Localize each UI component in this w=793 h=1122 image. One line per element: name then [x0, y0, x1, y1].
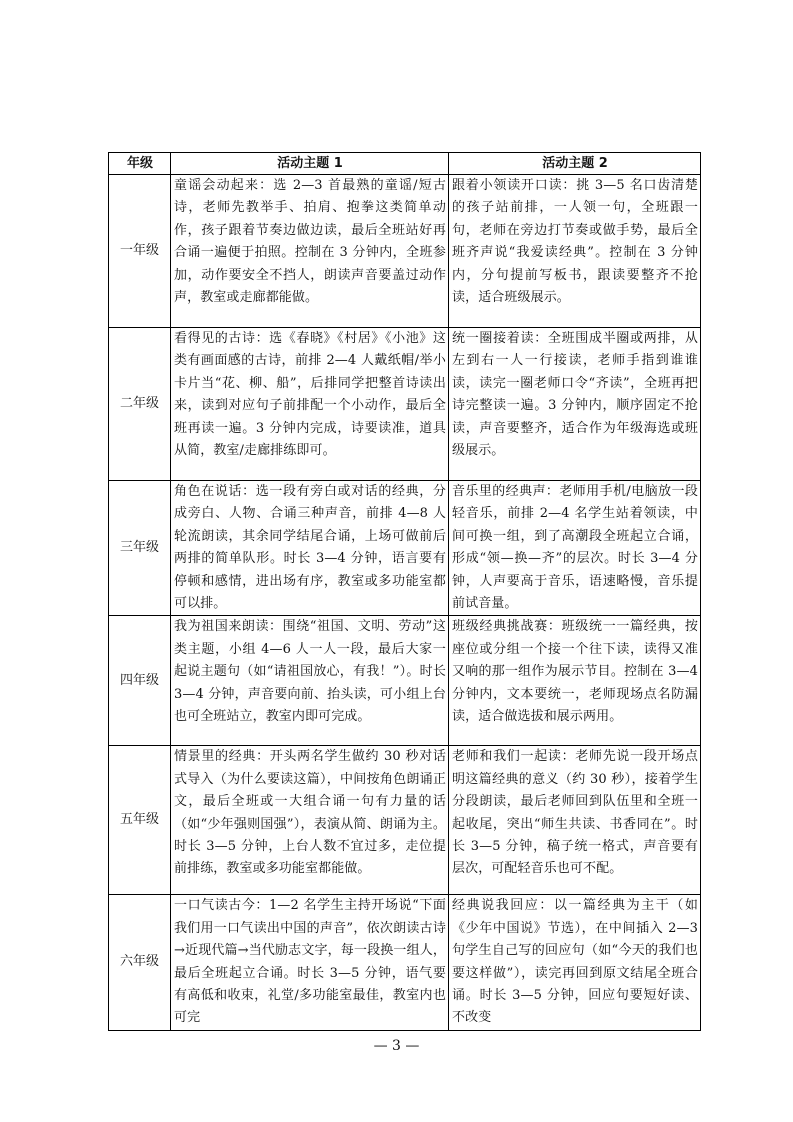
theme-1-cell	[171, 616, 449, 746]
theme-1-text: 情景里的经典：开头两名学生做约 30 秒对话式导入（为什么要读这篇），中间按角色朗诵正文，最后全班或一大组合诵一句有力量的话（如“少年强则国强”），表演从简、朗诵为主。时长 3—5 分钟，上台人数不宜过多，走位提前排练，教室或多功能室都能做。	[174, 749, 446, 877]
header-theme-1: 活动主题 1	[171, 153, 449, 175]
grade-cell: 五年级	[109, 746, 171, 895]
theme-2-cell	[449, 328, 701, 481]
theme-2-text: 统一圈接着读：全班围成半圈或两排，从左到右一人一行接读，老师手指到谁谁读，读完一圈老师口令“齐读”，全班再把诗完整读一遍。3 分钟内，顺序固定不抢读，声音要整齐，适合作为年级海选或班级展示。	[452, 331, 698, 459]
table-row	[109, 746, 701, 895]
table-row	[109, 895, 701, 1030]
theme-2-text: 班级经典挑战赛：班级统一一篇经典，按座位或分组一个接一个往下读，读得又准又响的那一组作为展示节目。控制在 3—4 分钟内，文本要统一，老师现场点名防漏读，适合做选拔和展示两用。	[452, 619, 698, 725]
theme-2-cell	[449, 746, 701, 895]
page-number: — 3 —	[373, 1038, 420, 1054]
grade-cell: 一年级	[109, 175, 171, 328]
table-header-row	[109, 153, 701, 175]
theme-1-text: 看得见的古诗：选《春晓》《村居》《小池》这类有画面感的古诗，前排 2—4 人戴纸帽/举小卡片当“花、柳、船”，后排同学把整首诗读出来，读到对应句子前排配一个小动作，最后全班再读一遍。3 分钟内完成，诗要读准，道具从简，教室/走廊排练即可。	[174, 331, 446, 459]
theme-1-cell	[171, 481, 449, 616]
grade-cell: 二年级	[109, 328, 171, 481]
theme-2-cell	[449, 481, 701, 616]
table-row	[109, 481, 701, 616]
theme-2-text: 音乐里的经典声：老师用手机/电脑放一段轻音乐，前排 2—4 名学生站着领读，中间可换一组，到了高潮段全班起立合诵，形成“领—换—齐”的层次。时长 3—4 分钟，人声要高于音乐，语速略慢，音乐提前试音量。	[452, 484, 698, 612]
header-theme-2: 活动主题 2	[449, 153, 701, 175]
theme-1-text: 我为祖国来朗读：围绕“祖国、文明、劳动”这类主题，小组 4—6 人一人一段，最后大家一起说主题句（如“请祖国放心，有我！”）。时长 3—4 分钟，声音要向前、抬头读，可小组上台也可全班站立，教室内即可完成。	[174, 619, 446, 725]
grade-cell: 六年级	[109, 895, 171, 1030]
table-row	[109, 175, 701, 328]
activity-table	[108, 152, 701, 1031]
theme-2-cell	[449, 175, 701, 328]
grade-cell: 四年级	[109, 616, 171, 746]
theme-2-cell	[449, 616, 701, 746]
theme-1-text: 童谣会动起来：选 2—3 首最熟的童谣/短古诗，老师先教举手、拍肩、抱拳这类简单动作，孩子跟着节奏边做边读，最后全班站好再合诵一遍便于拍照。控制在 3 分钟内，全班参加，动作要安全不挡人，朗读声音要盖过动作声，教室或走廊都能做。	[174, 178, 446, 306]
header-grade: 年级	[109, 153, 171, 175]
grade-cell: 三年级	[109, 481, 171, 616]
theme-2-cell	[449, 895, 701, 1030]
theme-1-cell	[171, 328, 449, 481]
theme-1-cell	[171, 175, 449, 328]
theme-1-cell	[171, 895, 449, 1030]
theme-2-text: 跟着小领读开口读：挑 3—5 名口齿清楚的孩子站前排，一人领一句，全班跟一句，老师在旁边打节奏或做手势，最后全班齐声说“我爱读经典”。控制在 3 分钟内，分句提前写板书，跟读要整齐不抢读，适合班级展示。	[452, 178, 698, 306]
theme-1-text: 一口气读古今：1—2 名学生主持开场说“下面我们用一口气读出中国的声音”，依次朗读古诗→近现代篇→当代励志文字，每一段换一组人，最后全班起立合诵。时长 3—5 分钟，语气要有高低和收束，礼堂/多功能室最佳，教室内也可完	[174, 898, 446, 1026]
theme-1-text: 角色在说话：选一段有旁白或对话的经典，分成旁白、人物、合诵三种声音，前排 4—8 人轮流朗读，其余同学结尾合诵，上场可做前后两排的简单队形。时长 3—4 分钟，语言要有停顿和感情，进出场有序，教室或多功能室都可以排。	[174, 484, 446, 612]
table-row	[109, 616, 701, 746]
theme-2-text: 经典说我回应：以一篇经典为主干（如《少年中国说》节选），在中间插入 2—3 句学生自己写的回应句（如“今天的我们也要这样做”），读完再回到原文结尾全班合诵。时长 3—5 分钟，回应句要短好读、不改变	[452, 898, 698, 1026]
theme-2-text: 老师和我们一起读：老师先说一段开场点明这篇经典的意义（约 30 秒），接着学生分段朗读，最后老师回到队伍里和全班一起收尾，突出“师生共读、书香同在”。时长 3—5 分钟，稿子统一格式，声音要有层次，可配轻音乐也可不配。	[452, 749, 698, 877]
table-row	[109, 328, 701, 481]
theme-1-cell	[171, 746, 449, 895]
